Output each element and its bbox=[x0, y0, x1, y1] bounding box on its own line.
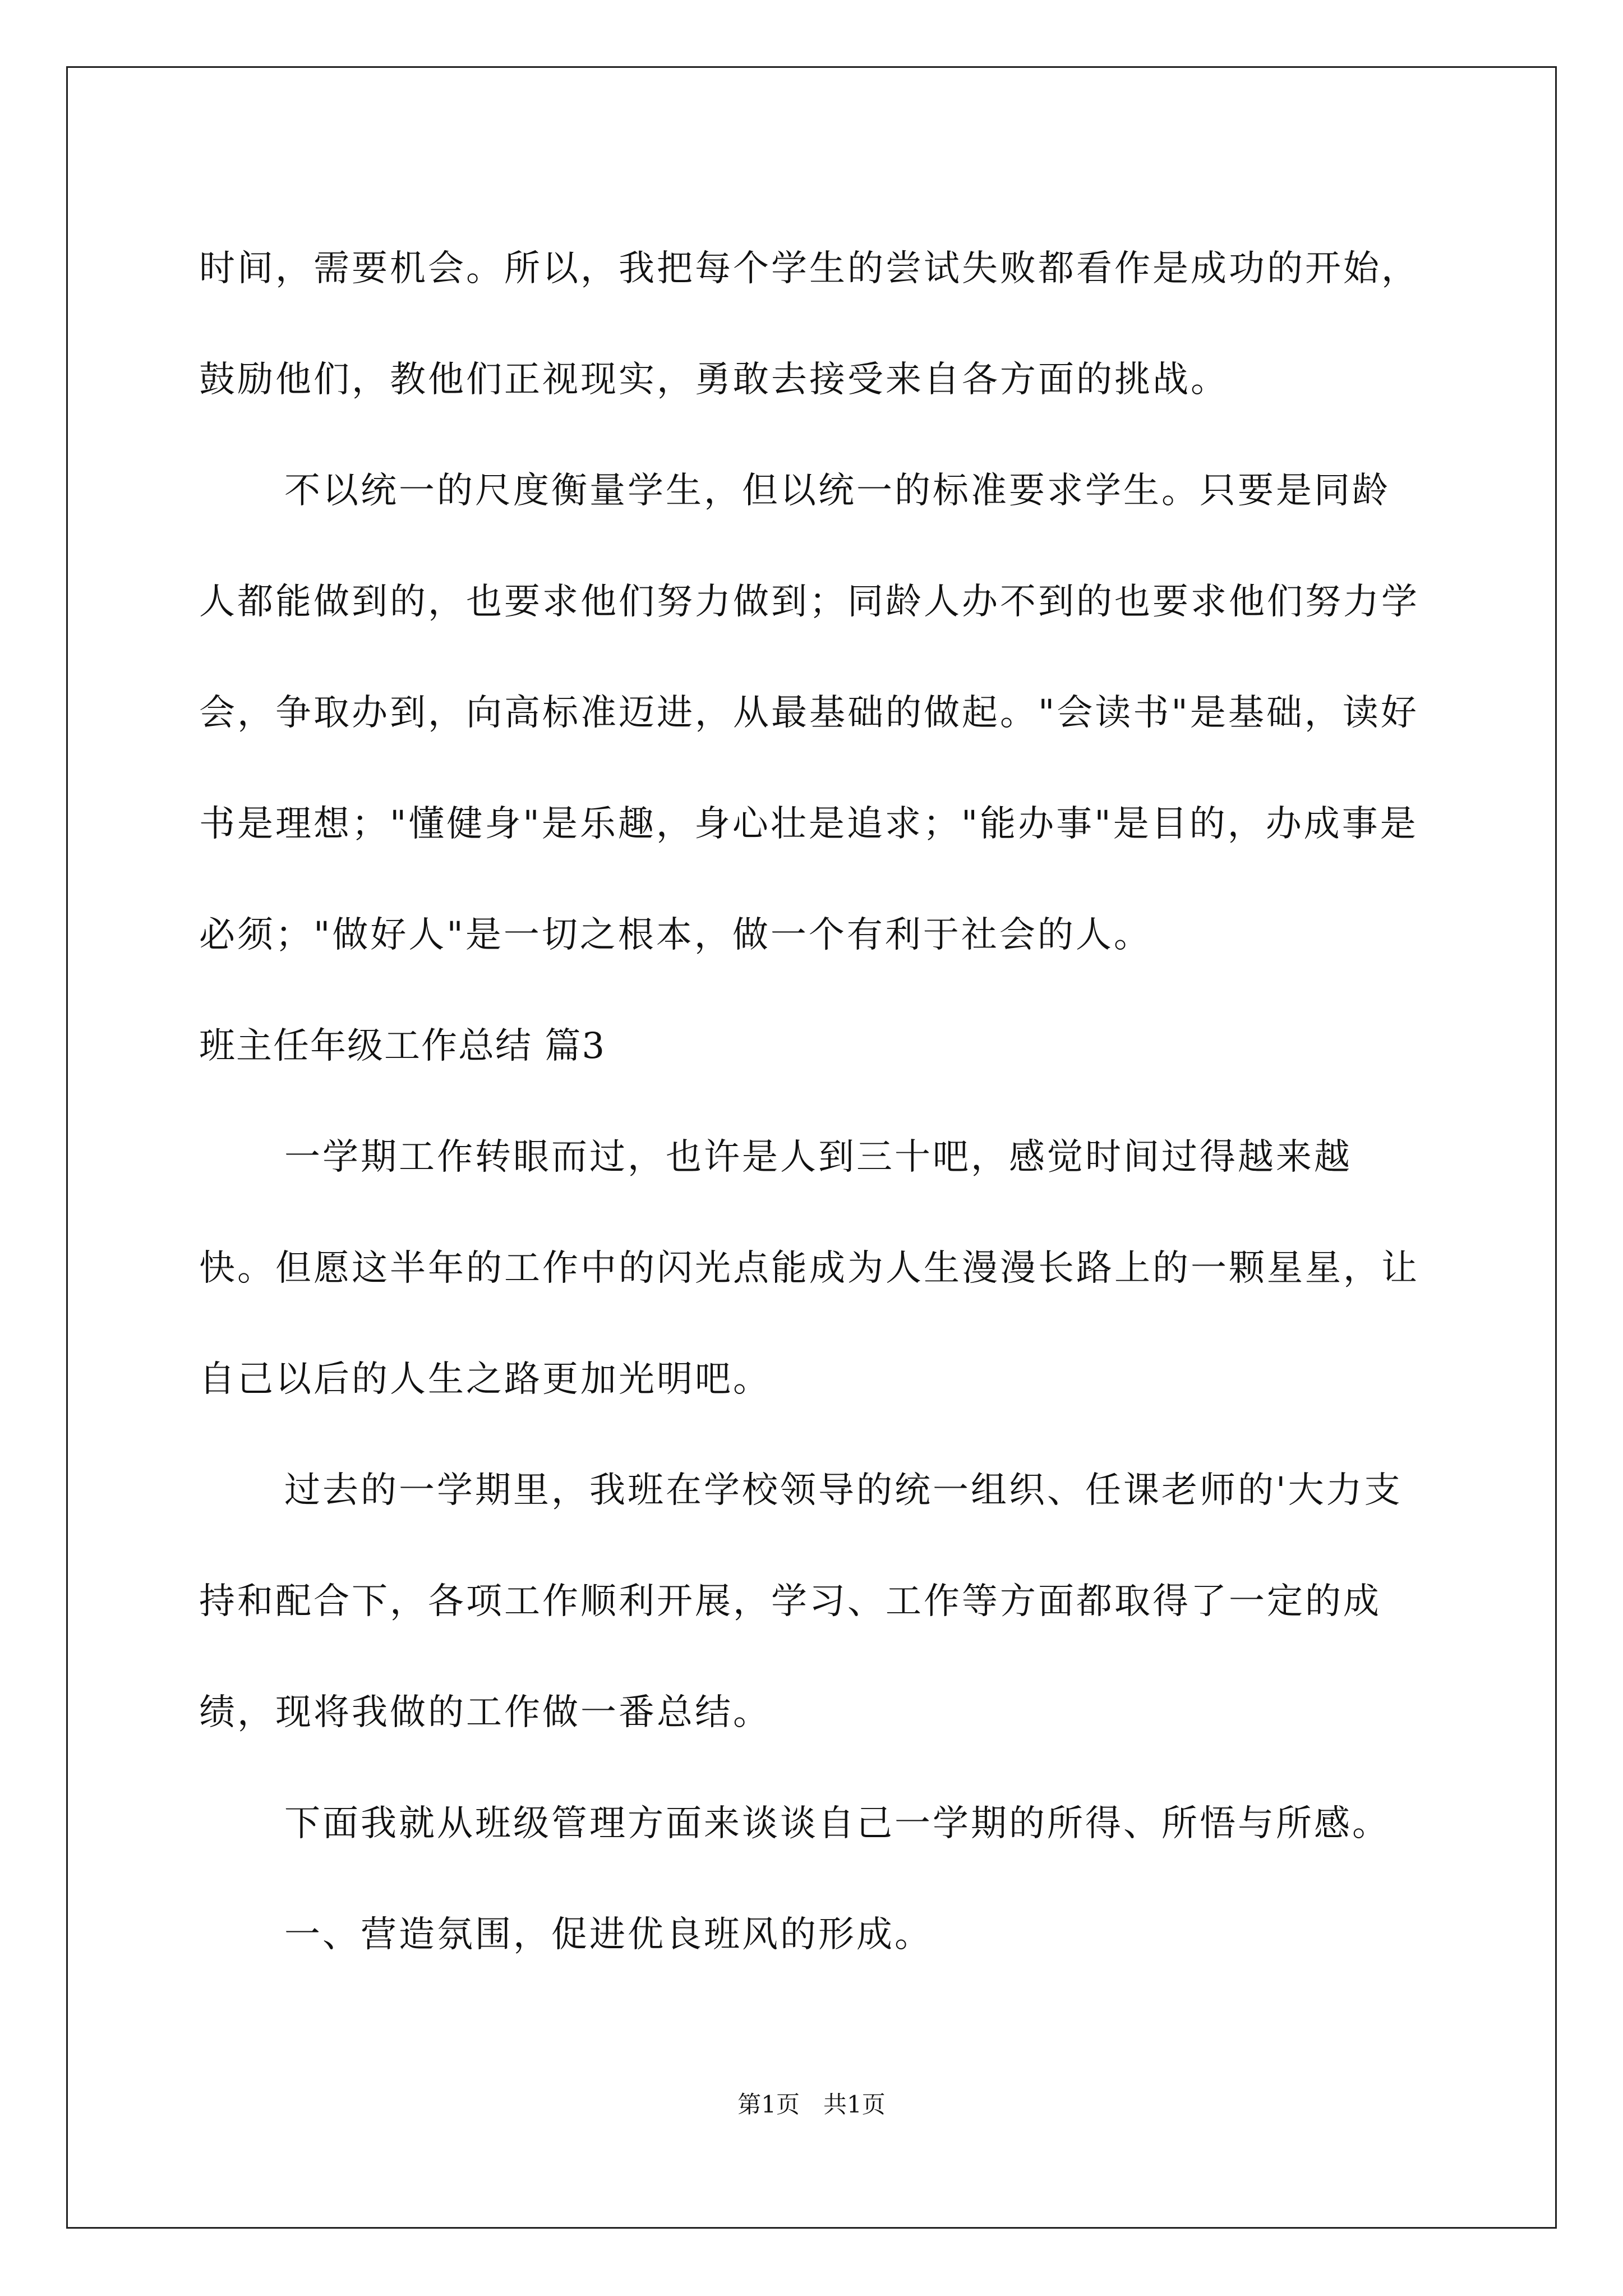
paragraph-4: 过去的一学期里，我班在学校领导的统一组织、任课老师的'大力支持和配合下，各项工作顺利开展，学习、工作等方面都取得了一定的成绩，现将我做的工作做一番总结。 bbox=[199, 1470, 1403, 1733]
paragraph-5: 下面我就从班级管理方面来谈谈自己一学期的所得、所悟与所感。 bbox=[284, 1803, 1390, 1844]
paragraph-1: 时间，需要机会。所以，我把每个学生的尝试失败都看作是成功的开始，鼓励他们，教他们正视现实，勇敢去接受来自各方面的挑战。 bbox=[199, 248, 1419, 401]
document-body bbox=[199, 213, 1427, 1990]
paragraph-2: 不以统一的尺度衡量学生，但以统一的标准要求学生。只要是同龄人都能做到的，也要求他们努力做到；同龄人办不到的也要求他们努力学会，争取办到，向高标准迈进，从最基础的做起。"会读书"是基础，读好书是理想；"懂健身"是乐趣，身心壮是追求；"能办事"是目的，办成事是必须；"做好人"是一切之根本，做一个有利于社会的人。 bbox=[199, 470, 1419, 956]
section-heading: 班主任年级工作总结 篇3 bbox=[199, 1025, 606, 1067]
paragraph-6: 一、营造氛围，促进优良班风的形成。 bbox=[284, 1914, 933, 1955]
page-number: 第1页 共1页 bbox=[737, 2091, 886, 2118]
paragraph-3: 一学期工作转眼而过，也许是人到三十吧，感觉时间过得越来越快。但愿这半年的工作中的闪光点能成为人生漫漫长路上的一颗星星，让自己以后的人生之路更加光明吧。 bbox=[199, 1137, 1419, 1400]
